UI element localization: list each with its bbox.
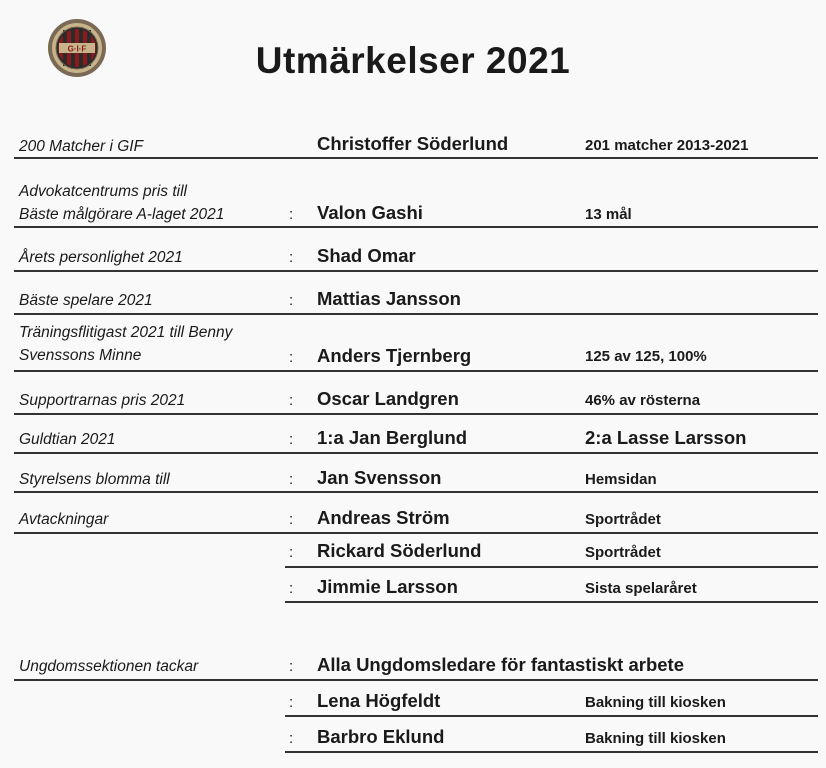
award-category [19,183,225,224]
award-row [0,507,826,539]
award-recipient: Oscar Landgren [317,388,459,409]
divider [14,532,818,534]
award-row [0,467,826,499]
award-recipient: Andreas Ström [317,507,450,528]
award-category: Bäste spelare 2021 [19,292,153,309]
award-row [0,654,826,686]
award-category: Styrelsens blomma till [19,471,170,488]
award-category-line2: Bäste målgörare A-laget 2021 [19,206,225,223]
divider [285,715,818,717]
divider [14,679,818,681]
award-category: Ungdomssektionen tackar [19,658,199,675]
award-row [0,726,826,758]
colon-separator: : [289,544,294,561]
colon-separator: : [289,511,294,528]
award-category: 200 Matcher i GIF [19,138,144,155]
award-category: Guldtian 2021 [19,431,116,448]
award-row [0,324,826,377]
award-recipient: Jan Svensson [317,467,442,488]
award-category [19,324,233,365]
colon-separator: : [289,206,294,223]
divider [285,601,818,603]
divider [14,413,818,415]
divider [285,566,818,568]
award-category-line1: Advokatcentrums pris till [19,183,187,200]
award-recipient: Barbro Eklund [317,726,445,747]
divider [14,313,818,315]
award-row [0,427,826,459]
award-recipient: Rickard Söderlund [317,540,482,561]
colon-separator: : [289,392,294,409]
award-row [0,183,826,234]
award-row [0,690,826,722]
award-category-line1: Träningsflitigast 2021 till Benny [19,324,233,341]
award-recipient: Alla Ungdomsledare för fantastiskt arbete [317,654,685,675]
award-category: Årets personlighet 2021 [19,249,183,266]
divider [14,226,818,228]
divider [14,157,818,159]
award-detail: Sportrådet [585,511,661,528]
page-title: Utmärkelser 2021 [255,40,571,81]
colon-separator: : [289,730,294,747]
award-detail: Bakning till kiosken [585,730,726,747]
colon-separator: : [289,694,294,711]
award-recipient: Mattias Jansson [317,288,461,309]
award-row [0,388,826,420]
divider [14,370,818,372]
award-row [0,133,826,165]
award-category: Supportrarnas pris 2021 [19,392,186,409]
award-detail: Hemsidan [585,471,657,488]
logo-text: G·I·F [67,44,87,54]
divider [14,491,818,493]
award-row [0,576,826,608]
award-detail: 46% av rösterna [585,392,701,409]
award-detail: 125 av 125, 100% [585,348,707,365]
colon-separator: : [289,431,294,448]
award-detail: Sista spelaråret [585,580,697,597]
award-detail: 13 mål [585,206,632,223]
award-detail: Bakning till kiosken [585,694,726,711]
colon-separator: : [289,658,294,675]
colon-separator: : [289,471,294,488]
award-category: Avtackningar [19,511,109,528]
award-recipient: Valon Gashi [317,202,423,223]
divider [14,270,818,272]
award-row [0,288,826,320]
award-recipient: Jimmie Larsson [317,576,458,597]
award-category-line2: Svenssons Minne [19,347,142,364]
award-detail: Sportrådet [585,544,661,561]
colon-separator: : [289,349,294,366]
divider [285,751,818,753]
award-row [0,245,826,277]
colon-separator: : [289,580,294,597]
colon-separator: : [289,292,294,309]
award-detail: 2:a Lasse Larsson [585,427,747,448]
divider [14,452,818,454]
award-recipient: Anders Tjernberg [317,345,472,366]
colon-separator: : [289,249,294,266]
award-detail: 201 matcher 2013-2021 [585,137,749,154]
award-recipient: Lena Högfeldt [317,690,441,711]
award-recipient: Shad Omar [317,245,416,266]
award-recipient: Christoffer Söderlund [317,133,509,154]
award-recipient: 1:a Jan Berglund [317,427,468,448]
